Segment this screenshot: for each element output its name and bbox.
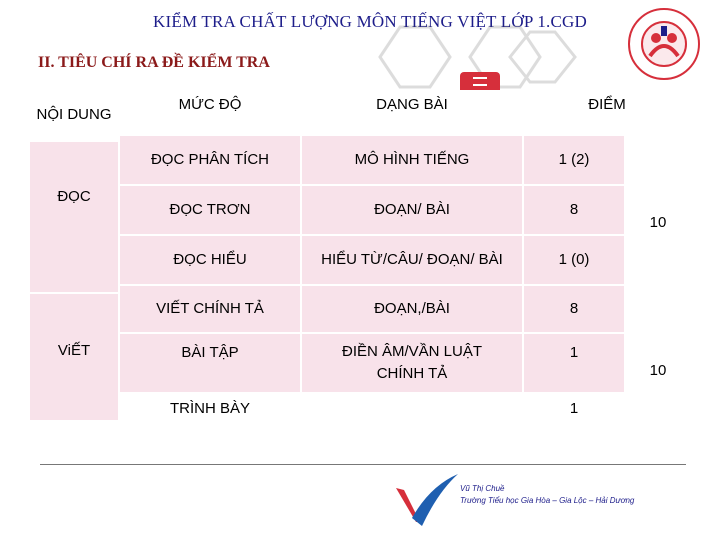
group-content-viet: ViẾT bbox=[30, 294, 118, 420]
table-row-score: 1 bbox=[569, 400, 579, 417]
header-type: DẠNG BÀI bbox=[302, 90, 522, 120]
header-score: ĐIỂM bbox=[524, 90, 690, 120]
footer-divider bbox=[40, 464, 686, 465]
slide-title: KIỂM TRA CHẤT LƯỢNG MÔN TIẾNG VIỆT LỚP 1.CGD bbox=[153, 12, 587, 31]
section-title: II. TIÊU CHÍ RA ĐỀ KIỂM TRA bbox=[38, 54, 270, 71]
v-swoosh-logo-icon bbox=[382, 466, 462, 536]
table-row-type: ĐIỀN ÂM/VẦN LUẬT CHÍNH TẢ bbox=[302, 334, 522, 392]
group-total-viet: 10 bbox=[649, 362, 667, 379]
criteria-table bbox=[30, 90, 690, 430]
table-row-level: ĐỌC PHÂN TÍCH bbox=[120, 136, 300, 184]
table-row-level: BÀI TẬP bbox=[120, 334, 300, 392]
table-row-type: ĐOẠN,/BÀI bbox=[302, 286, 522, 332]
table-row-score: 1 bbox=[524, 334, 624, 392]
group-total-doc: 10 bbox=[649, 214, 667, 231]
header-level: MỨC ĐỘ bbox=[120, 90, 300, 120]
table-row-level: TRÌNH BÀY bbox=[169, 400, 250, 417]
table-row-score: 8 bbox=[524, 186, 624, 234]
footer-school: Trường Tiểu học Gia Hòa – Gia Lộc – Hải Dương bbox=[460, 496, 635, 505]
table-row-score: 1 (0) bbox=[524, 236, 624, 284]
table-row-type: HIỂU TỪ/CÂU/ ĐOẠN/ BÀI bbox=[302, 236, 522, 284]
school-logo-icon bbox=[626, 6, 702, 82]
table-row-score: 1 (2) bbox=[524, 136, 624, 184]
header-content: NỘI DUNG bbox=[30, 90, 118, 140]
table-row-level: ĐỌC TRƠN bbox=[120, 186, 300, 234]
table-row-type: ĐOẠN/ BÀI bbox=[302, 186, 522, 234]
table-row-type bbox=[302, 394, 522, 424]
table-row-level: ĐỌC HIỂU bbox=[120, 236, 300, 284]
footer-author: Vũ Thị Chuề bbox=[460, 484, 505, 493]
table-row-score: 8 bbox=[524, 286, 624, 332]
table-row-type: MÔ HÌNH TIẾNG bbox=[302, 136, 522, 184]
table-row-level: VIẾT CHÍNH TẢ bbox=[120, 286, 300, 332]
group-content-doc: ĐỌC bbox=[30, 142, 118, 292]
